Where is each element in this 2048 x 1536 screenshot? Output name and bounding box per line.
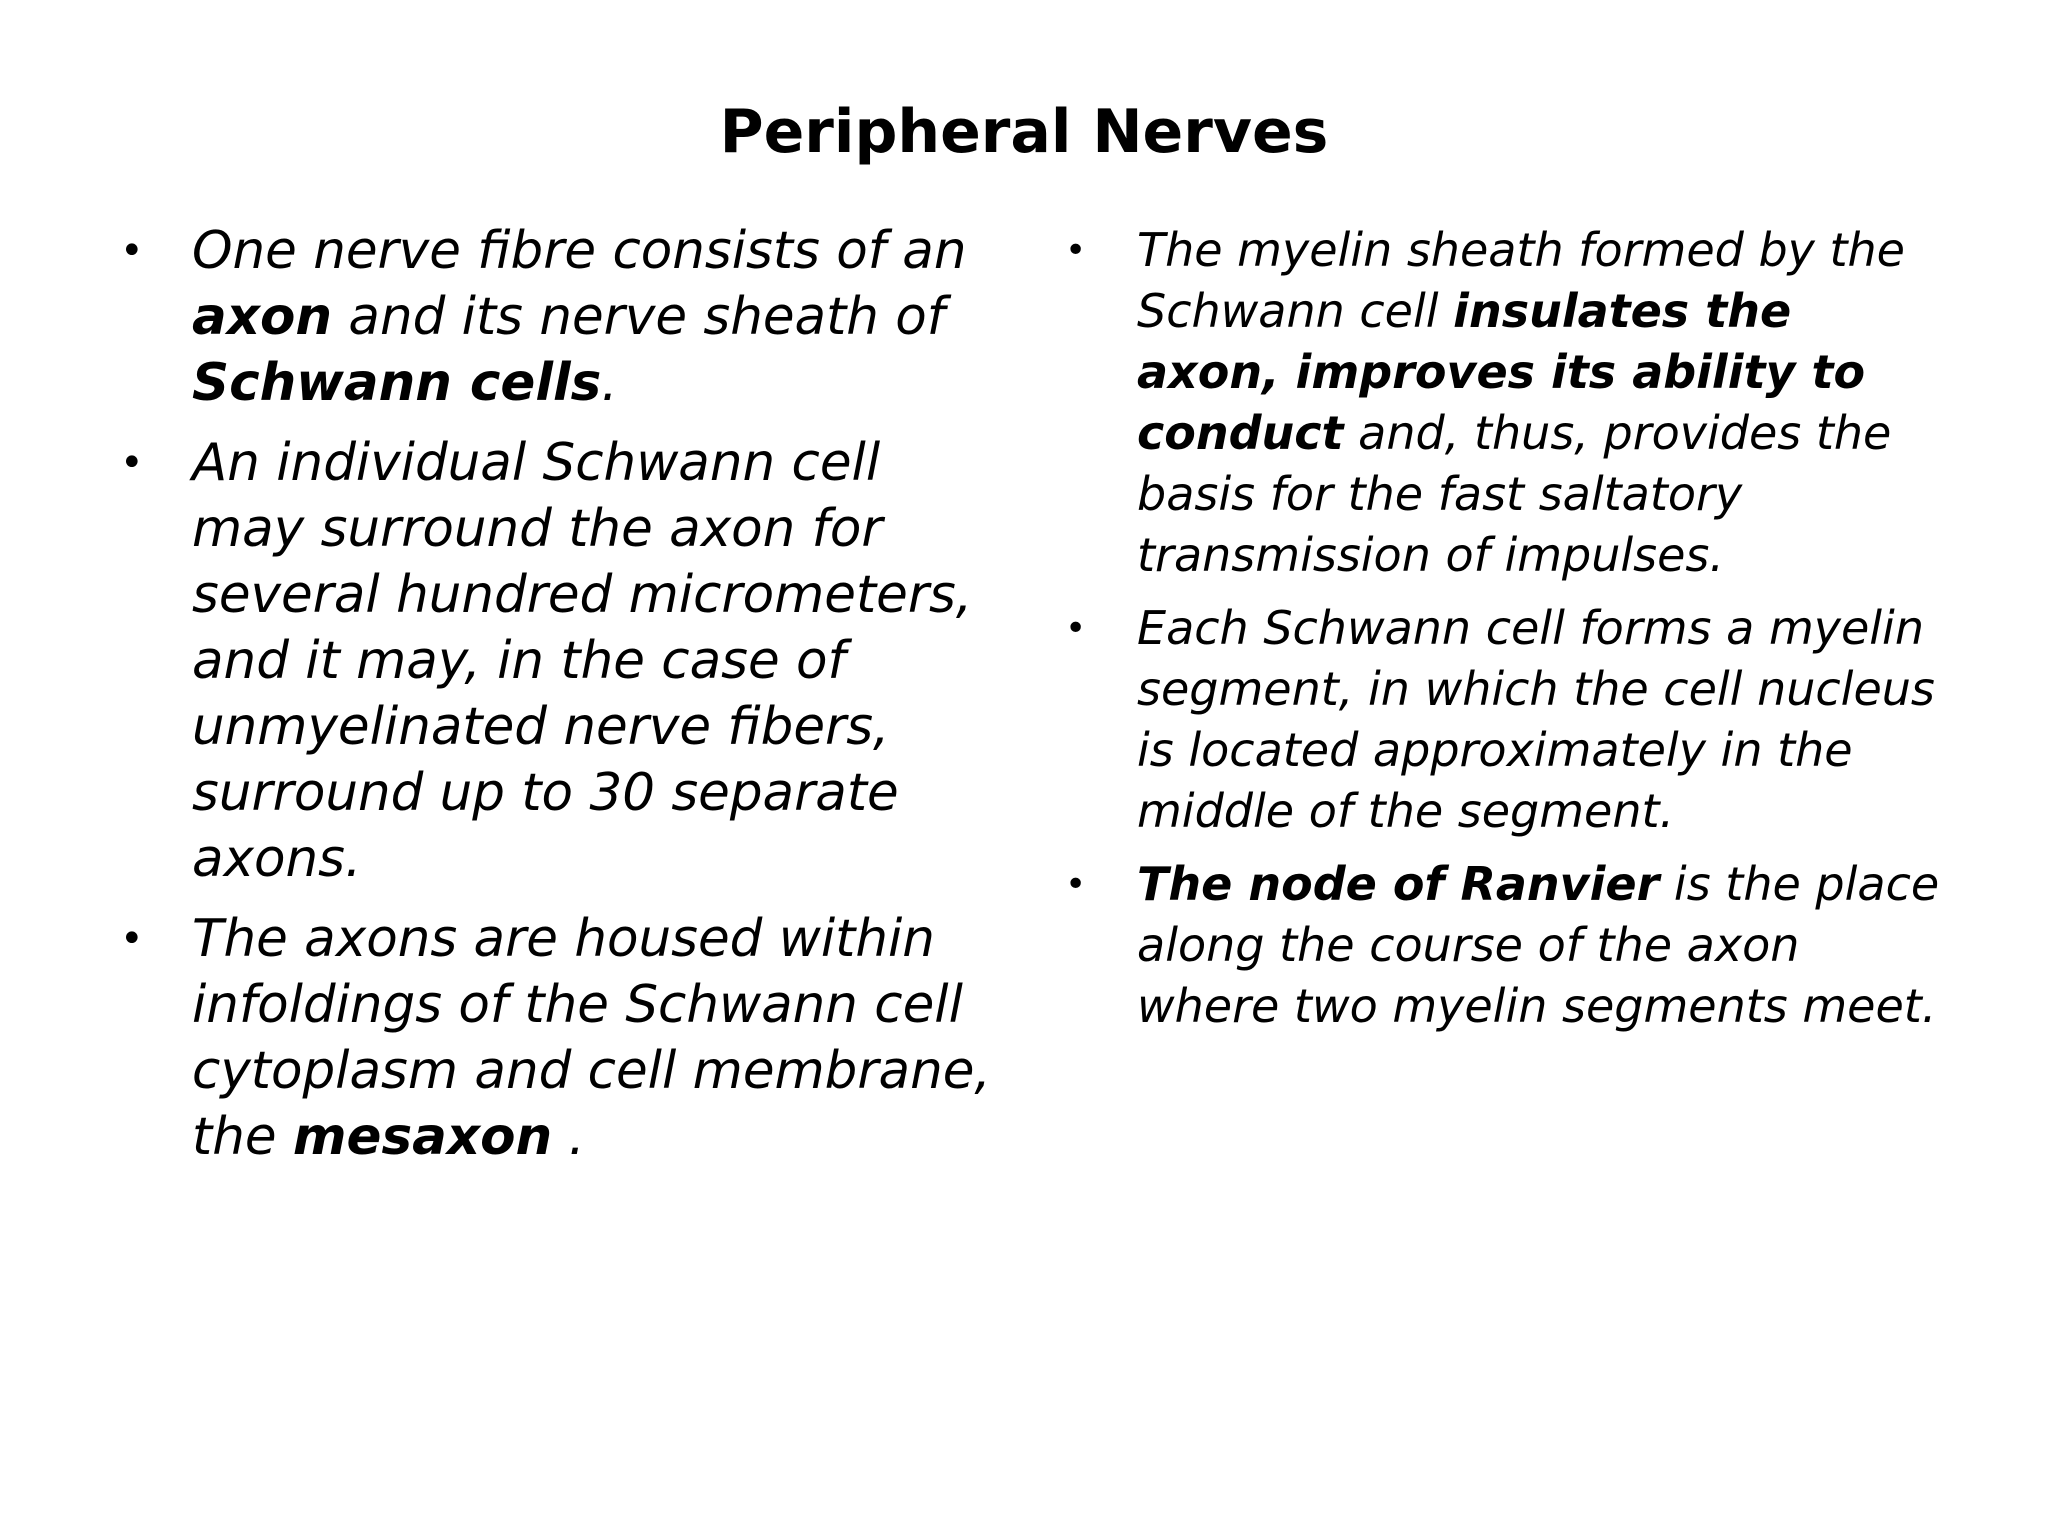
- text-segment: is the place along the course of the axon where two myelin segments meet.: [1137, 857, 1940, 1033]
- text-segment: .: [552, 1107, 585, 1167]
- left-bullet-text: [192, 221, 967, 413]
- bullet-marker-icon: •: [1065, 608, 1087, 649]
- text-segment: and, thus, provides the basis for the fast saltatory transmission of impulses.: [1137, 406, 1892, 582]
- text-segment: Each Schwann cell forms a myelin segment, in which the cell nucleus is located approximately in the middle of the segment.: [1137, 601, 1935, 838]
- right-bullet-text: [1137, 223, 1905, 582]
- right-bullet-text: [1137, 857, 1939, 1033]
- bullet-marker-icon: •: [120, 916, 144, 962]
- right-bullet-item: [1065, 220, 1945, 586]
- bold-term: insulates the axon, improves its ability to conduct: [1137, 284, 1866, 460]
- bullet-marker-icon: •: [1065, 230, 1087, 271]
- bold-term: mesaxon: [292, 1107, 553, 1167]
- bold-term: The node of Ranvier: [1137, 857, 1660, 911]
- text-segment: and its nerve sheath of: [332, 287, 945, 347]
- left-bullet-item: [120, 430, 1000, 892]
- text-segment: One nerve fibre consists of an: [192, 221, 967, 281]
- bullet-marker-icon: •: [1065, 864, 1087, 905]
- text-segment: The axons are housed within infoldings of the Schwann cell cytoplasm and cell membrane, the: [192, 909, 991, 1167]
- left-bullet-list: [120, 218, 1000, 1184]
- left-bullet-text: [192, 433, 972, 889]
- bullet-marker-icon: •: [120, 440, 144, 486]
- right-bullet-list: [1065, 220, 1945, 1049]
- left-bullet-item: [120, 218, 1000, 416]
- left-bullet-text: [192, 909, 991, 1167]
- text-segment: The myelin sheath formed by the Schwann cell: [1137, 223, 1905, 338]
- left-bullet-item: [120, 906, 1000, 1170]
- bold-term: axon: [192, 287, 333, 347]
- right-bullet-item: [1065, 854, 1945, 1037]
- text-segment: .: [601, 353, 618, 413]
- bold-term: Schwann cells: [192, 353, 602, 413]
- bullet-marker-icon: •: [120, 228, 144, 274]
- right-bullet-text: [1137, 601, 1935, 838]
- right-bullet-item: [1065, 598, 1945, 842]
- slide-title: Peripheral Nerves: [719, 97, 1329, 167]
- text-segment: An individual Schwann cell may surround the axon for several hundred micrometers, and it may, in the case of unmyelinated nerve fibers, surround up to 30 separate axons.: [192, 433, 973, 889]
